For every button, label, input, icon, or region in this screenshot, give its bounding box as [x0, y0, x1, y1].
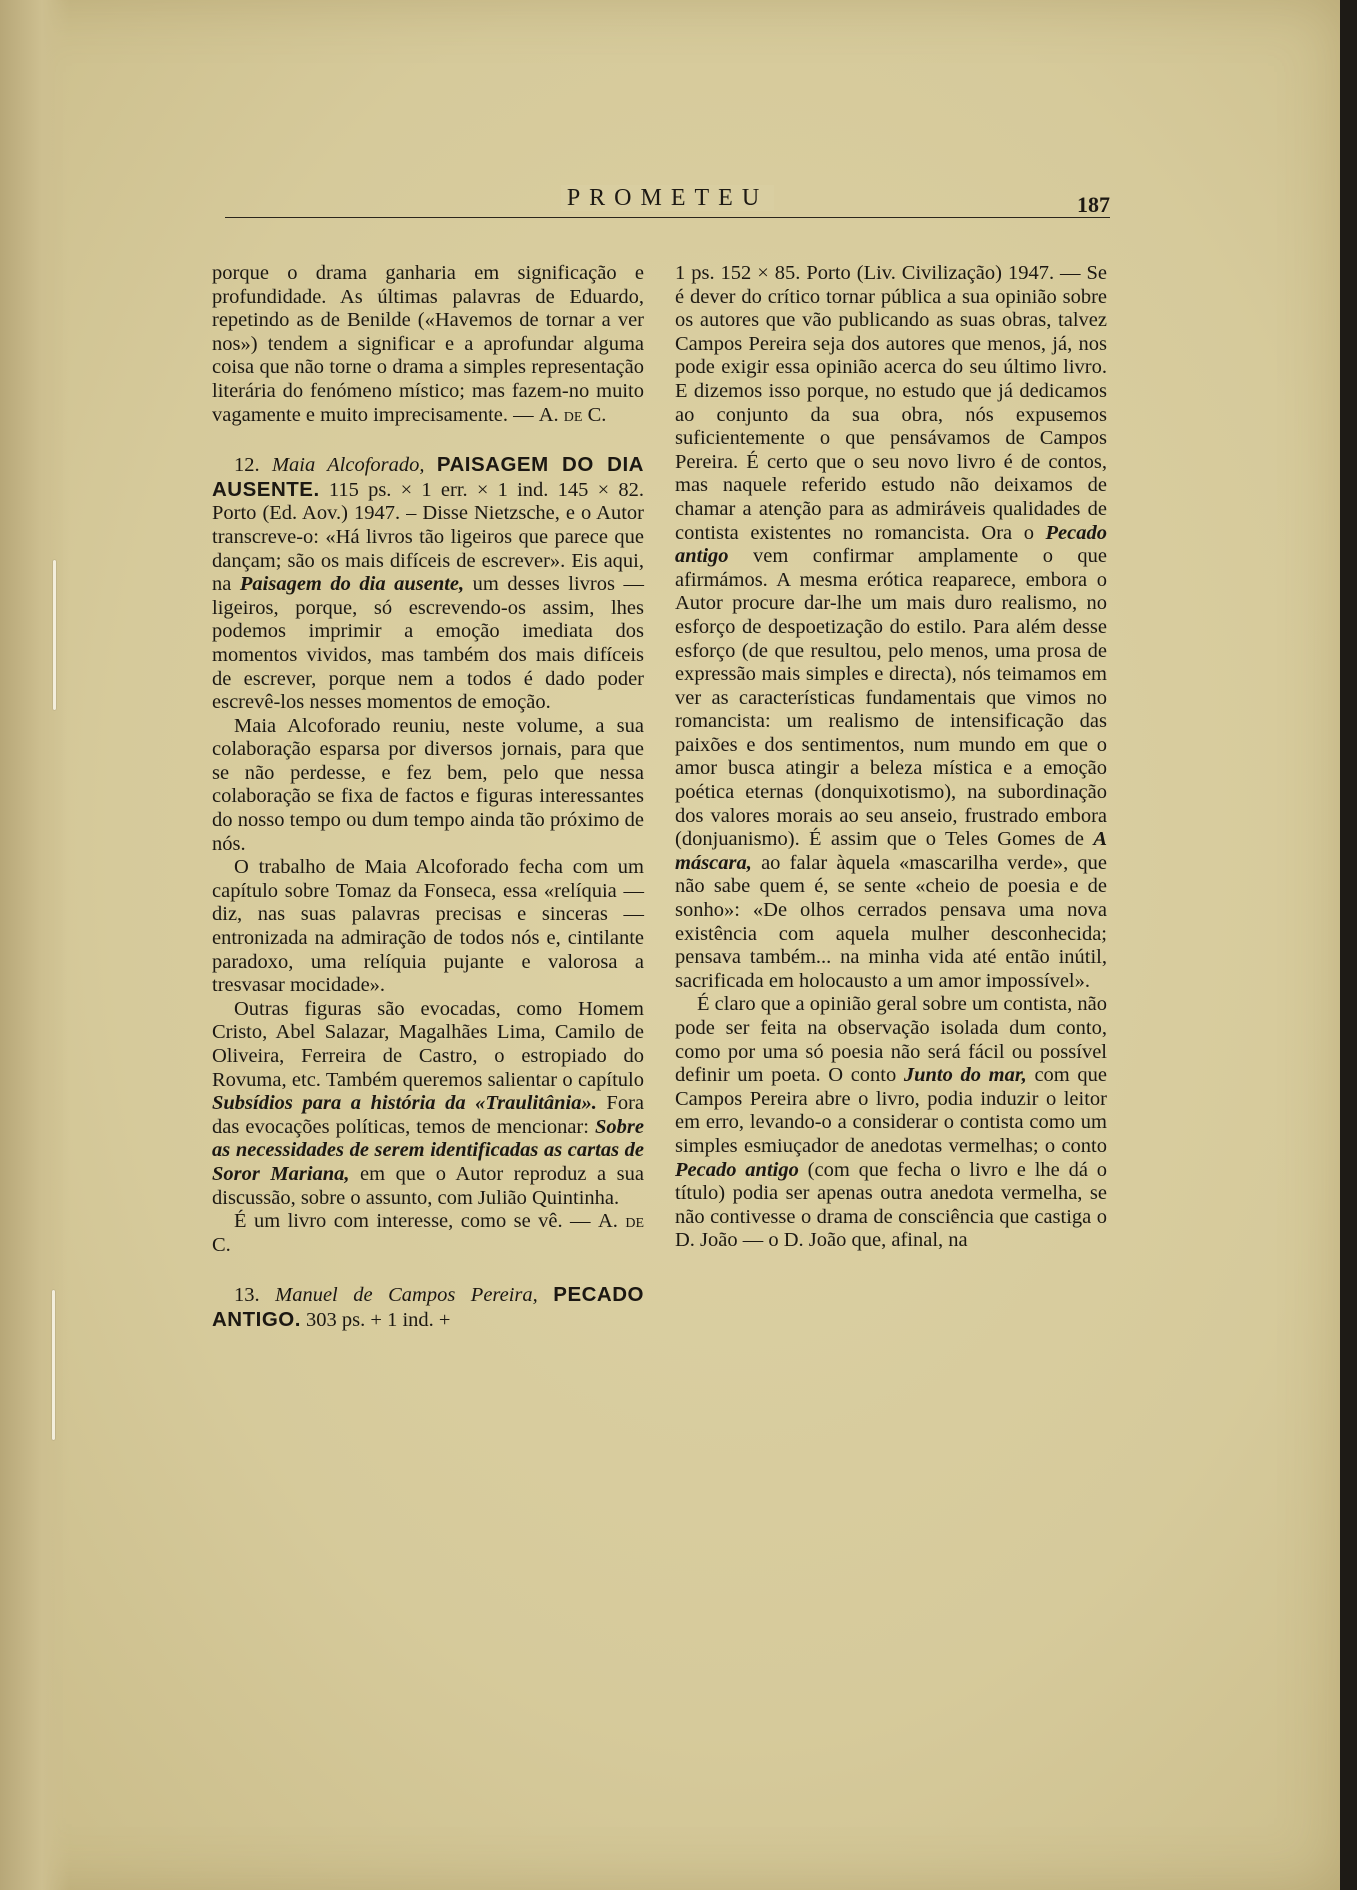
- entry-author: Maia Alcoforado,: [271, 454, 425, 477]
- review-entry-13-continuation: [675, 262, 1107, 993]
- paragraph-text: Outras figuras são evocadas, como Homem Cristo, Abel Salazar, Magalhães Lima, Camilo de Oliveira, Ferreira de Castro, o estropiado do Rovuma, etc. Também queremos salientar o capítulo: [212, 997, 644, 1091]
- entry-author: Manuel de Campos Pereira,: [275, 1284, 538, 1307]
- paragraph-text: É claro que a opinião geral sobre um contista, não pode ser feita na observação isolada dum conto, como por uma só poesia não será fácil ou possível definir um poeta. O conto: [675, 993, 1107, 1087]
- paragraph-text: (com que fecha o livro e lhe dá o título) podia ser apenas outra anedota vermelha, se não contivesse o drama de consciência que castiga o D. João — o D. João que, afinal, na: [675, 1158, 1108, 1252]
- paragraph: [212, 1210, 644, 1257]
- running-header: [225, 185, 1110, 221]
- reviewer-signature: A. de C.: [212, 1210, 644, 1256]
- page-number: 187: [1077, 192, 1110, 217]
- paragraph-text: Fora das evocações políticas, temos de mencionar:: [212, 1092, 645, 1138]
- paragraph-text: com que Campos Pereira abre o livro, podia induzir o leitor em erro, levando-o a considerar o contista como um simples esmiuçador de anedotas vermelhas; o conto: [675, 1064, 1107, 1157]
- review-continuation: [212, 262, 644, 427]
- page-edge-shadow: [1340, 0, 1357, 1890]
- right-column: [675, 262, 1107, 1253]
- work-title: Pecado antigo: [675, 521, 1107, 568]
- work-title: Pecado antigo: [675, 1158, 799, 1181]
- paragraph: [675, 993, 1107, 1253]
- entry-number: 12.: [234, 454, 260, 477]
- left-column: [212, 262, 644, 1333]
- paragraph: Maia Alcoforado reuniu, neste volume, a sua colaboração esparsa por diversos jornais, para que se não perdesse, e fez bem, pelo que nessa colaboração se fixa de factos e figuras interessantes do nosso tempo ou dum tempo ainda tão próximo de nós.: [212, 714, 644, 855]
- chapter-title: Subsídios para a história da «Traulitânia».: [212, 1092, 597, 1115]
- header-rule: [225, 217, 1110, 218]
- paragraph-text: ao falar àquela «mascarilha verde», que não sabe quem é, se sente «cheio de poesia e de sonho»: «De olhos cerrados pensava uma nova existência com aquela mulher desconhecida; pensava também... na minha vida até então inútil, sacrificada em holocausto a um amor impossível».: [675, 851, 1107, 992]
- paragraph-text: É um livro com interesse, como se vê. —: [234, 1210, 598, 1233]
- entry-details: 303 ps. + 1 ind. +: [300, 1308, 451, 1331]
- entry-number: 13.: [234, 1284, 260, 1307]
- work-title: Paisagem do dia ausente,: [239, 573, 465, 596]
- page-binding: [0, 0, 70, 1890]
- review-entry-12: [212, 453, 644, 715]
- reviewer-signature: A. de C.: [538, 403, 607, 426]
- review-entry-13: [212, 1283, 644, 1332]
- paragraph: O trabalho de Maia Alcoforado fecha com um capítulo sobre Tomaz da Fonseca, essa «relíquia — diz, nas suas palavras precisas e sinceras — entronizada na admiração de todos nós e, cintilante paradoxo, uma relíquia pujante e valorosa a tresvasar mocidade».: [212, 856, 644, 997]
- entry-title: PAISAGEM DO DIA AUSENTE.: [212, 453, 644, 501]
- paragraph-text: um desses livros — ligeiros, porque, só escrevendo-os assim, lhes podemos imprimir a emoção imediata dos momentos vividos, mas também dos mais difíceis de escrever, porque nem a todos é dado poder escrevê-los nesses momentos de emoção.: [212, 573, 644, 714]
- paragraph: [212, 998, 644, 1210]
- paragraph-text: em que o Autor reproduz a sua discussão, sobre o assunto, com Julião Quintinha.: [212, 1162, 644, 1209]
- entry-details: 115 ps. × 1 err. × 1 ind. 145 × 82. Porto (Ed. Aov.) 1947. – Disse Nietzsche, e o Autor transcreve-o: «Há livros tão ligeiros que parece que dançam; são os mais difíceis de escrever». Eis aqui, na: [212, 478, 644, 596]
- work-title: Junto do mar,: [903, 1064, 1027, 1087]
- paragraph-text: vem confirmar amplamente o que afirmámos. A mesma erótica reaparece, embora o Autor procure dar-lhe um mais duro realismo, no esforço de despoetização do estilo. Para além desse esforço (de que resultou, pelo menos, uma prosa de expressão mais simples e directa), nós teimamos em ver as características fundamentais que vimos no romancista: um realismo de intensificação das paixões e dos sentimentos, num mundo em que o amor busca atingir a beleza mística e a emoção poética eternas (donquixotismo), na subordinação dos valores morais ao seu anseio, frustrado embora (donjuanismo). É assim que o Teles Gomes de: [675, 545, 1107, 851]
- binding-stitch: [52, 1290, 55, 1440]
- journal-title-text: PROMETEU: [561, 185, 774, 211]
- work-title: A máscara,: [675, 828, 1107, 874]
- chapter-title: Sobre as necessidades de serem identificadas as cartas de Soror Mariana,: [212, 1115, 644, 1185]
- paragraph-text: 1 ps. 152 × 85. Porto (Liv. Civilização) 1947. — Se é dever do crítico tornar pública a sua opinião sobre os autores que vão publicando as suas obras, talvez Campos Pereira seja dos autores que menos, já, nos pode exigir essa opinião acerca do seu último livro. E dizemos isso porque, no estudo que já dedicamos ao conjunto da sua obra, nós expusemos suficientemente o que pensávamos de Campos Pereira. É certo que o seu novo livro é de contos, mas naquele referido estudo não deixamos de chamar a atenção para as admiráveis qualidades de contista existentes no romancista. Ora o: [675, 262, 1107, 544]
- paragraph-text: porque o drama ganharia em significação e profundidade. As últimas palavras de Eduardo, repetindo as de Benilde («Havemos de tornar a ver nos») tendem a significar e a aprofundar alguma coisa que não torne o drama a simples representação literária do fenómeno místico; mas fazem-no muito vagamente e muito imprecisamente. —: [212, 262, 644, 426]
- binding-stitch: [53, 560, 56, 710]
- journal-title: [225, 185, 1110, 212]
- entry-title: PECADO ANTIGO.: [212, 1283, 644, 1331]
